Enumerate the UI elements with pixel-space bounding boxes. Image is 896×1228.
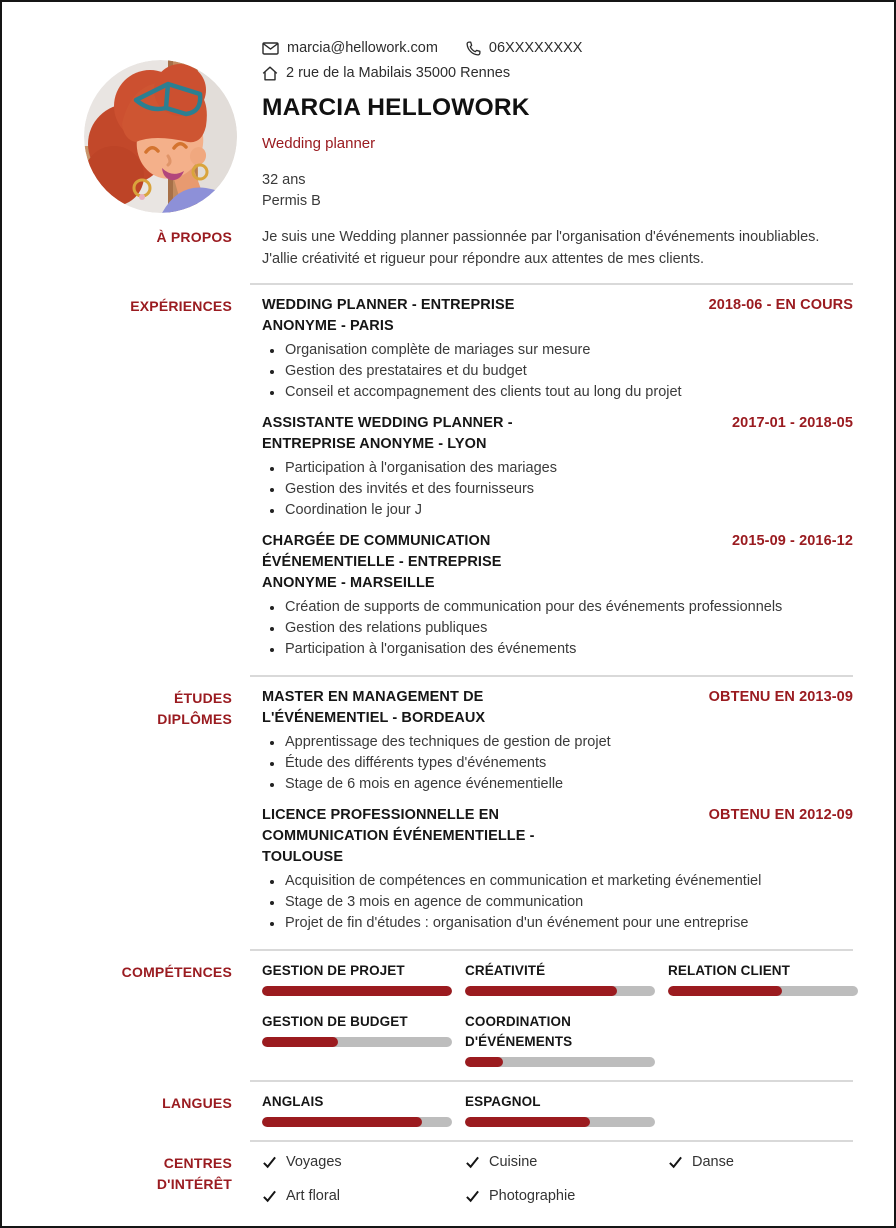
bullet-item: Création de supports de communication pour des événements professionnels bbox=[262, 597, 853, 618]
interest-item bbox=[465, 1152, 655, 1173]
bullet-item: Projet de fin d'études : organisation d'un événement pour une entreprise bbox=[262, 913, 853, 934]
candidate-job-title: Wedding planner bbox=[262, 135, 376, 152]
section-label-education: ÉTUDES DIPLÔMES bbox=[157, 690, 232, 727]
bullet-item: Conseil et accompagnement des clients tout au long du projet bbox=[262, 382, 853, 403]
contact-row-2 bbox=[262, 65, 853, 81]
experience-bullets bbox=[262, 597, 853, 660]
education-entry bbox=[262, 687, 853, 795]
profile-photo bbox=[84, 60, 237, 213]
skill-item bbox=[668, 961, 858, 996]
education-title: LICENCE PROFESSIONNELLE EN COMMUNICATION ÉVÉNEMENTIELLE - TOULOUSE bbox=[262, 807, 535, 865]
contact-row-1 bbox=[262, 40, 853, 56]
experience-bullets bbox=[262, 340, 853, 403]
about-text: Je suis une Wedding planner passionnée par l'organisation d'événements inoubliables. J'allie créativité et rigueur pour répondre aux attentes de mes clients. bbox=[262, 229, 820, 267]
bullet-item: Gestion des relations publiques bbox=[262, 618, 853, 639]
bullet-item: Stage de 3 mois en agence de communication bbox=[262, 892, 853, 913]
home-icon bbox=[262, 66, 278, 81]
experience-title: WEDDING PLANNER - ENTREPRISE ANONYME - PARIS bbox=[262, 297, 515, 334]
education-title: MASTER EN MANAGEMENT DE L'ÉVÉNEMENTIEL - BORDEAUX bbox=[262, 689, 486, 726]
bullet-item: Participation à l'organisation des mariages bbox=[262, 458, 853, 479]
candidate-name: MARCIA HELLOWORK bbox=[262, 94, 530, 121]
entry-head bbox=[262, 805, 853, 868]
skill-bar bbox=[465, 1057, 655, 1067]
skill-bar-fill bbox=[465, 1057, 503, 1067]
experience-date: 2018-06 - EN COURS bbox=[708, 297, 853, 313]
bullet-item: Étude des différents types d'événements bbox=[262, 753, 853, 774]
language-bar-fill bbox=[262, 1117, 422, 1127]
bullet-item: Coordination le jour J bbox=[262, 500, 853, 521]
education-bullets bbox=[262, 732, 853, 795]
interest-label: Art floral bbox=[286, 1188, 340, 1204]
skill-name: CRÉATIVITÉ bbox=[465, 963, 546, 978]
bullet-item: Apprentissage des techniques de gestion de projet bbox=[262, 732, 853, 753]
skill-bar bbox=[668, 986, 858, 996]
bullet-item: Stage de 6 mois en agence événementielle bbox=[262, 774, 853, 795]
bullet-item: Participation à l'organisation des événements bbox=[262, 639, 853, 660]
skill-bar-fill bbox=[465, 986, 617, 996]
education-date: OBTENU EN 2013-09 bbox=[708, 689, 853, 705]
section-about bbox=[2, 212, 894, 270]
experience-entry bbox=[262, 531, 853, 660]
skill-bar bbox=[262, 986, 452, 996]
entry-head bbox=[262, 295, 853, 337]
experience-date: 2017-01 - 2018-05 bbox=[731, 415, 853, 431]
skill-name: GESTION DE PROJET bbox=[262, 963, 405, 978]
section-experiences bbox=[2, 285, 894, 662]
skill-item bbox=[465, 961, 655, 996]
email-text: marcia@hellowork.com bbox=[287, 40, 438, 56]
contact-phone bbox=[466, 40, 583, 56]
candidate-meta bbox=[262, 170, 853, 212]
experience-entry bbox=[262, 295, 853, 403]
interest-label: Photographie bbox=[489, 1188, 576, 1204]
language-name: ESPAGNOL bbox=[465, 1094, 541, 1109]
experience-entry bbox=[262, 413, 853, 521]
skill-name: COORDINATION D'ÉVÉNEMENTS bbox=[465, 1014, 573, 1049]
email-icon bbox=[262, 42, 279, 55]
education-list bbox=[262, 687, 853, 936]
entry-head bbox=[262, 413, 853, 455]
check-icon bbox=[465, 1189, 480, 1204]
check-icon bbox=[262, 1189, 277, 1204]
skill-bar-fill bbox=[262, 986, 452, 996]
bullet-item: Acquisition de compétences en communication et marketing événementiel bbox=[262, 871, 853, 892]
bullet-item: Gestion des invités et des fournisseurs bbox=[262, 479, 853, 500]
skill-item bbox=[262, 1012, 452, 1047]
language-bar-fill bbox=[465, 1117, 590, 1127]
phone-text: 06XXXXXXXX bbox=[488, 40, 583, 56]
language-name: ANGLAIS bbox=[262, 1094, 324, 1109]
experience-bullets bbox=[262, 458, 853, 521]
experience-date: 2015-09 - 2016-12 bbox=[731, 533, 853, 549]
language-item bbox=[262, 1092, 452, 1127]
skills-grid bbox=[262, 961, 858, 1067]
languages-grid bbox=[262, 1092, 858, 1127]
experiences-list bbox=[262, 295, 853, 662]
interest-label: Voyages bbox=[286, 1154, 342, 1170]
section-label-skills: COMPÉTENCES bbox=[121, 964, 232, 980]
experience-title: CHARGÉE DE COMMUNICATION ÉVÉNEMENTIELLE - ENTREPRISE ANONYME - MARSEILLE bbox=[262, 533, 502, 591]
entry-head bbox=[262, 687, 853, 729]
avatar-illustration bbox=[84, 60, 237, 213]
skill-bar bbox=[262, 1037, 452, 1047]
skill-name: RELATION CLIENT bbox=[668, 963, 790, 978]
experience-title: ASSISTANTE WEDDING PLANNER - ENTREPRISE ANONYME - LYON bbox=[262, 415, 513, 452]
check-icon bbox=[465, 1155, 480, 1170]
candidate-age: 32 ans bbox=[262, 172, 306, 188]
section-education bbox=[2, 677, 894, 936]
interest-label: Danse bbox=[692, 1154, 734, 1170]
interest-item bbox=[668, 1152, 858, 1173]
entry-head bbox=[262, 531, 853, 594]
skill-item bbox=[262, 961, 452, 996]
skill-bar-fill bbox=[668, 986, 782, 996]
language-item bbox=[465, 1092, 655, 1127]
section-languages bbox=[2, 1082, 894, 1127]
check-icon bbox=[668, 1155, 683, 1170]
language-bar bbox=[262, 1117, 452, 1127]
interest-item bbox=[262, 1152, 452, 1173]
section-label-experiences: EXPÉRIENCES bbox=[130, 298, 232, 314]
address-text: 2 rue de la Mabilais 35000 Rennes bbox=[286, 65, 511, 81]
phone-icon bbox=[466, 41, 481, 56]
skill-item bbox=[465, 1012, 655, 1067]
candidate-license: Permis B bbox=[262, 193, 321, 209]
section-label-languages: LANGUES bbox=[162, 1095, 232, 1111]
section-label-about: À PROPOS bbox=[156, 229, 232, 245]
interests-grid bbox=[262, 1152, 858, 1207]
section-interests bbox=[2, 1142, 894, 1207]
contact-address bbox=[262, 65, 510, 81]
education-entry bbox=[262, 805, 853, 934]
section-skills bbox=[2, 951, 894, 1067]
interest-item bbox=[465, 1186, 655, 1207]
skill-name: GESTION DE BUDGET bbox=[262, 1014, 408, 1029]
language-bar bbox=[465, 1117, 655, 1127]
education-bullets bbox=[262, 871, 853, 934]
interest-item bbox=[262, 1186, 452, 1207]
section-label-interests: CENTRES D'INTÉRÊT bbox=[156, 1155, 232, 1192]
bullet-item: Organisation complète de mariages sur mesure bbox=[262, 340, 853, 361]
bullet-item: Gestion des prestataires et du budget bbox=[262, 361, 853, 382]
check-icon bbox=[262, 1155, 277, 1170]
skill-bar bbox=[465, 986, 655, 996]
header bbox=[2, 2, 894, 212]
skill-bar-fill bbox=[262, 1037, 338, 1047]
education-date: OBTENU EN 2012-09 bbox=[708, 807, 853, 823]
contact-email bbox=[262, 40, 438, 56]
interest-label: Cuisine bbox=[489, 1154, 538, 1170]
